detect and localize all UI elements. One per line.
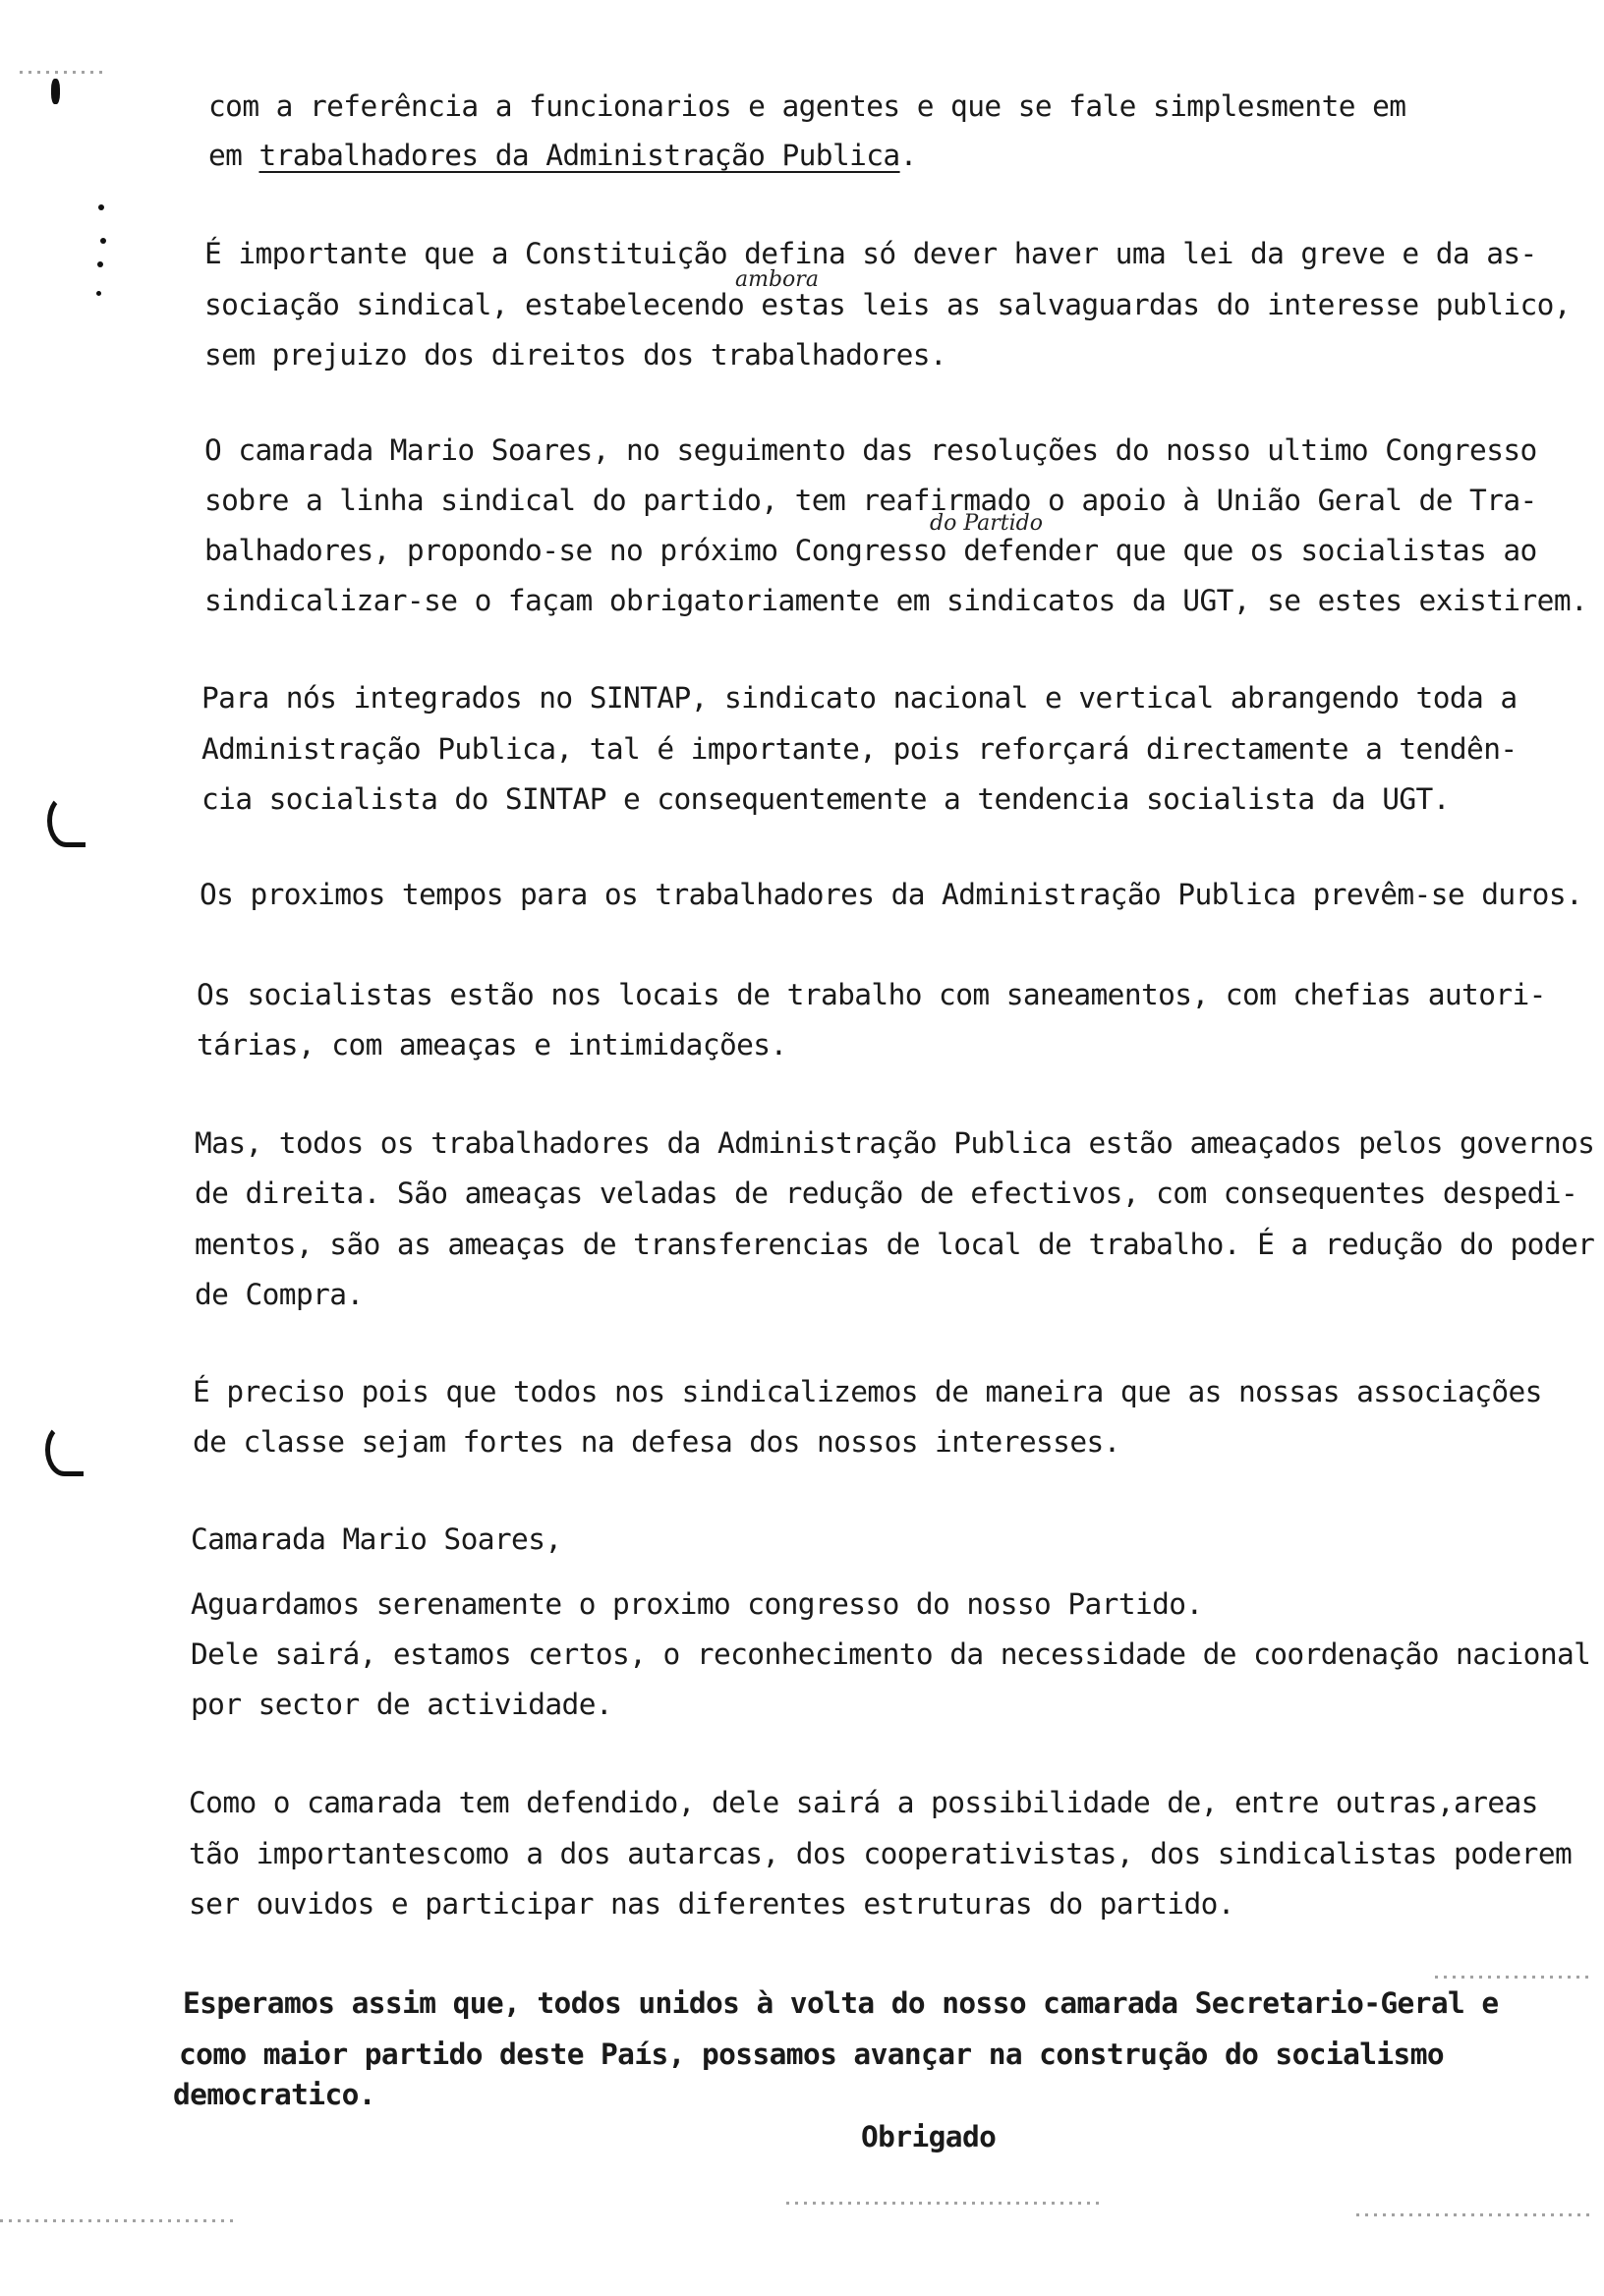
margin-dot — [100, 238, 106, 244]
text-line: de direita. São ameaças veladas de redução de efectivos, com consequentes despedi- — [195, 1177, 1578, 1210]
margin-dot — [96, 291, 101, 296]
scan-artifact — [786, 2202, 1101, 2205]
text-line: Como o camarada tem defendido, dele sairá a possibilidade de, entre outras,areas — [189, 1786, 1538, 1819]
text-line: sobre a linha sindical do partido, tem reafirmado o apoio à União Geral de Tra- — [204, 484, 1537, 517]
text-line: Para nós integrados no SINTAP, sindicato nacional e vertical abrangendo toda a — [201, 681, 1518, 715]
salutation: Camarada Mario Soares, — [191, 1522, 562, 1556]
scan-artifact — [0, 2219, 236, 2222]
text-line: sem prejuizo dos direitos dos trabalhadores. — [204, 338, 947, 372]
text-line: de classe sejam fortes na defesa dos nossos interesses. — [193, 1425, 1120, 1459]
text-line: É importante que a Constituição defina só dever haver uma lei da greve e da as- — [204, 237, 1537, 270]
text-line: de Compra. — [195, 1278, 364, 1311]
text-line: mentos, são as ameaças de transferencias de local de trabalho. É a redução do poder — [195, 1228, 1595, 1261]
scan-artifact — [1356, 2213, 1592, 2216]
text-line: É preciso pois que todos nos sindicalizemos de maneira que as nossas associações — [193, 1375, 1542, 1408]
text-line: Os proximos tempos para os trabalhadores da Administração Publica prevêm-se duros. — [200, 878, 1583, 911]
margin-dot — [98, 204, 104, 210]
text-segment: . — [899, 139, 917, 172]
text-line: ser ouvidos e participar nas diferentes estruturas do partido. — [189, 1887, 1234, 1921]
handwritten-annotation: ambora — [735, 267, 819, 292]
margin-mark — [51, 79, 60, 104]
text-line: Esperamos assim que, todos unidos à volta do nosso camarada Secretario-Geral e — [183, 1986, 1499, 2020]
text-line: Dele sairá, estamos certos, o reconhecimento da necessidade de coordenação nacional — [191, 1637, 1591, 1671]
text-line: Os socialistas estão nos locais de trabalho com saneamentos, com chefias autori- — [197, 978, 1546, 1011]
text-line: sociação sindical, estabelecendo estas leis as salvaguardas do interesse publico, — [204, 288, 1572, 321]
underlined-phrase: trabalhadores da Administração Publica — [258, 139, 900, 172]
closing-signoff: Obrigado — [861, 2120, 997, 2153]
handwritten-annotation: do Partido — [930, 511, 1043, 536]
text-line: como maior partido deste País, possamos avançar na construção do socialismo — [179, 2038, 1445, 2071]
text-line: balhadores, propondo-se no próximo Congresso defender que que os socialistas ao — [204, 534, 1537, 567]
text-line: Administração Publica, tal é importante, pois reforçará directamente a tendên- — [201, 732, 1518, 766]
text-line: O camarada Mario Soares, no seguimento das resoluções do nosso ultimo Congresso — [204, 433, 1537, 467]
scan-artifact — [20, 71, 108, 74]
text-line: sindicalizar-se o façam obrigatoriamente em sindicatos da UGT, se estes existirem. — [204, 584, 1588, 617]
text-line: com a referência a funcionarios e agentes e que se fale simplesmente em — [208, 89, 1406, 123]
punch-hole-mark — [47, 794, 86, 847]
text-line: por sector de actividade. — [191, 1688, 613, 1721]
text-line: democratico. — [173, 2078, 375, 2111]
text-line: Aguardamos serenamente o proximo congresso do nosso Partido. — [191, 1587, 1203, 1621]
punch-hole-mark — [45, 1423, 84, 1476]
text-line: tárias, com ameaças e intimidações. — [197, 1028, 787, 1062]
text-segment: em — [208, 139, 259, 172]
text-line: tão importantescomo a dos autarcas, dos cooperativistas, dos sindicalistas poderem — [189, 1837, 1573, 1870]
text-line: cia socialista do SINTAP e consequentemente a tendencia socialista da UGT. — [201, 782, 1450, 816]
margin-dot — [97, 261, 103, 267]
text-line: Mas, todos os trabalhadores da Administração Publica estão ameaçados pelos governos — [195, 1126, 1595, 1160]
text-line — [208, 138, 917, 173]
scan-artifact — [1435, 1976, 1592, 1979]
